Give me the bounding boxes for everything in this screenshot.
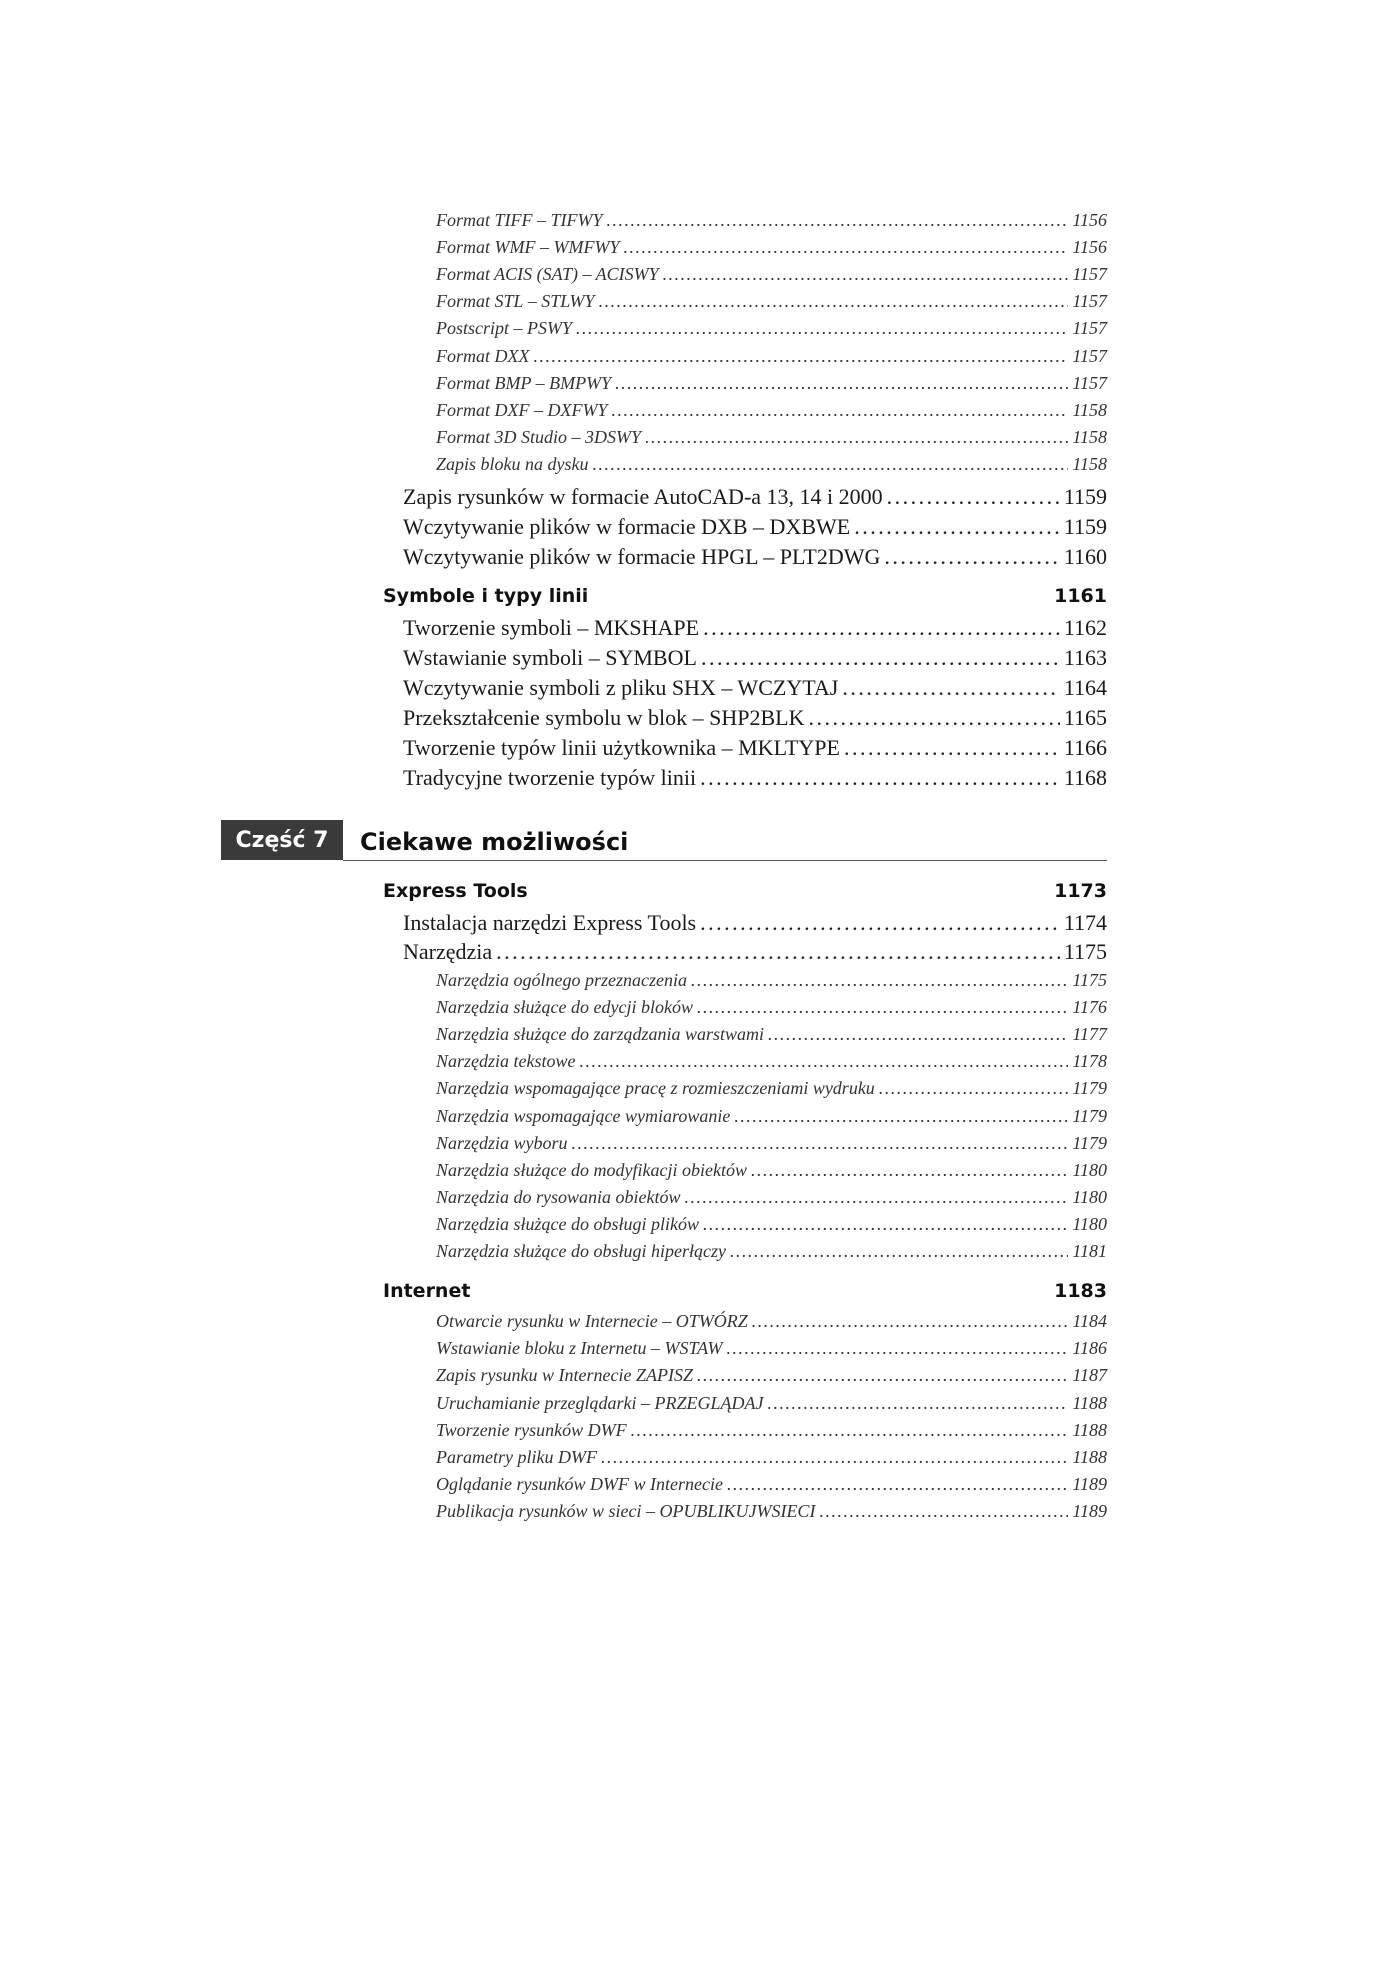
- entry-title: Publikacja rysunków w sieci – OPUBLIKUJWSIECI: [436, 1501, 816, 1522]
- entry-title: Format WMF – WMFWY: [436, 237, 620, 258]
- entry-page-number: 1165: [1063, 705, 1107, 730]
- entry-title: Format 3D Studio – 3DSWY: [436, 426, 642, 447]
- section-title: Express Tools: [383, 880, 528, 902]
- toc-entry: [436, 1447, 1107, 1473]
- part-title: Ciekawe możliwości: [360, 828, 629, 856]
- entry-page-number: 1189: [1072, 1474, 1107, 1495]
- entry-title: Narzędzia wspomagające pracę z rozmieszczeniami wydruku: [436, 1078, 875, 1099]
- entry-title: Wczytywanie symboli z pliku SHX – WCZYTAJ: [403, 675, 839, 700]
- dot-leader: [700, 910, 1060, 936]
- section-express-heading: [383, 880, 1107, 910]
- entry-title: Instalacja narzędzi Express Tools: [403, 910, 697, 935]
- section-page: 1173: [1054, 880, 1107, 902]
- dot-leader: [808, 705, 1059, 731]
- dot-leader: [703, 615, 1060, 641]
- entry-title: Narzędzia tekstowe: [436, 1051, 576, 1072]
- dot-leader: [593, 454, 1069, 475]
- dot-leader: [727, 1474, 1068, 1495]
- entry-page-number: 1166: [1063, 735, 1107, 760]
- entry-page-number: 1157: [1072, 264, 1107, 285]
- entry-title: Narzędzia służące do edycji bloków: [436, 997, 693, 1018]
- dot-leader: [751, 1160, 1068, 1181]
- toc-entry: [436, 237, 1107, 263]
- entry-page-number: 1188: [1072, 1392, 1107, 1413]
- entry-title: Format TIFF – TIFWY: [436, 210, 603, 230]
- entry-title: Parametry pliku DWF: [436, 1447, 597, 1467]
- toc-entry: [436, 997, 1107, 1023]
- entry-title: Narzędzia wspomagające wymiarowanie: [436, 1105, 731, 1126]
- toc-entry: [436, 1474, 1107, 1500]
- section-symbols-heading: [383, 585, 1107, 615]
- entry-page-number: 1157: [1072, 372, 1107, 393]
- toc-entry: [403, 735, 1107, 765]
- dot-leader: [697, 997, 1068, 1018]
- dot-leader: [697, 1365, 1068, 1386]
- toc-entry: [436, 1078, 1107, 1104]
- entry-title: Otwarcie rysunku w Internecie – OTWÓRZ: [436, 1311, 748, 1331]
- entry-page-number: 1158: [1072, 453, 1107, 474]
- entry-title: Tworzenie typów linii użytkownika – MKLTYPE: [403, 735, 840, 760]
- entry-page-number: 1156: [1072, 237, 1107, 258]
- entry-page-number: 1184: [1072, 1311, 1107, 1331]
- entry-page-number: 1188: [1072, 1419, 1107, 1440]
- entry-page-number: 1158: [1072, 399, 1107, 420]
- entry-title: Narzędzia służące do obsługi plików: [436, 1213, 700, 1234]
- toc-entry: [403, 910, 1107, 940]
- entry-page-number: 1159: [1063, 484, 1107, 509]
- dot-leader: [601, 1447, 1068, 1468]
- entry-page-number: 1180: [1072, 1213, 1107, 1234]
- entry-page-number: 1163: [1063, 645, 1107, 670]
- entry-title: Narzędzia wyboru: [436, 1132, 568, 1153]
- dot-leader: [607, 210, 1069, 231]
- entry-page-number: 1175: [1072, 970, 1107, 990]
- dot-leader: [615, 373, 1068, 394]
- toc-entry: [403, 645, 1107, 675]
- dot-leader: [645, 427, 1068, 448]
- entry-title: Tworzenie symboli – MKSHAPE: [403, 615, 700, 640]
- entry-page-number: 1176: [1072, 997, 1107, 1018]
- entry-title: Wczytywanie plików w formacie HPGL – PLT2DWG: [403, 544, 881, 569]
- toc-entry: [436, 1420, 1107, 1446]
- entry-title: Uruchamianie przeglądarki – PRZEGLĄDAJ: [436, 1392, 764, 1413]
- entry-page-number: 1174: [1063, 910, 1107, 935]
- dot-leader: [631, 1420, 1069, 1441]
- dot-leader: [572, 1133, 1069, 1154]
- section-page: 1161: [1054, 585, 1107, 607]
- entry-page-number: 1157: [1072, 291, 1107, 312]
- entry-title: Zapis rysunków w formacie AutoCAD-a 13, 14 i 2000: [403, 484, 883, 509]
- entry-title: Wstawianie symboli – SYMBOL: [403, 645, 697, 670]
- dot-leader: [879, 1078, 1069, 1099]
- section-title: Internet: [383, 1280, 471, 1302]
- entry-page-number: 1158: [1072, 426, 1107, 447]
- part-label-box: [221, 820, 343, 860]
- entry-page-number: 1188: [1072, 1447, 1107, 1467]
- entry-page-number: 1179: [1072, 1078, 1107, 1099]
- toc-entry: [436, 210, 1107, 236]
- dot-leader: [726, 1338, 1068, 1359]
- entry-title: Oglądanie rysunków DWF w Internecie: [436, 1474, 723, 1495]
- toc-entry: [436, 1051, 1107, 1077]
- toc-entry: [436, 970, 1107, 996]
- entry-page-number: 1156: [1072, 210, 1107, 230]
- toc-entry: [436, 291, 1107, 317]
- entry-title: Format BMP – BMPWY: [436, 372, 612, 393]
- entry-page-number: 1179: [1072, 1132, 1107, 1153]
- entry-title: Format ACIS (SAT) – ACISWY: [436, 264, 659, 285]
- toc-entry: [436, 1393, 1107, 1419]
- toc-entry: [436, 346, 1107, 372]
- toc-entry: [436, 1338, 1107, 1364]
- dot-leader: [768, 1024, 1068, 1045]
- entry-title: Narzędzia służące do modyfikacji obiektów: [436, 1159, 747, 1180]
- toc-entry: [436, 454, 1107, 480]
- toc-entry: [436, 318, 1107, 344]
- toc-entry: [436, 373, 1107, 399]
- section-page: 1183: [1054, 1280, 1107, 1302]
- dot-leader: [576, 318, 1068, 339]
- toc-entry: [403, 705, 1107, 735]
- entry-title: Przekształcenie symbolu w blok – SHP2BLK: [403, 705, 805, 730]
- toc-entry: [436, 264, 1107, 290]
- entry-title: Zapis rysunku w Internecie ZAPISZ: [436, 1365, 693, 1386]
- part-label: Część 7: [235, 827, 329, 853]
- dot-leader: [623, 237, 1068, 258]
- dot-leader: [844, 735, 1060, 761]
- toc-entry: [436, 1024, 1107, 1050]
- toc-entry: [436, 1501, 1107, 1527]
- dot-leader: [854, 514, 1060, 540]
- entry-page-number: 1164: [1063, 675, 1107, 700]
- toc-entry: [436, 1187, 1107, 1213]
- toc-entry: [403, 514, 1107, 544]
- dot-leader: [752, 1311, 1069, 1332]
- entry-page-number: 1189: [1072, 1501, 1107, 1522]
- entry-page-number: 1157: [1072, 318, 1107, 339]
- entry-page-number: 1160: [1063, 544, 1107, 569]
- section-internet-heading: [383, 1280, 1107, 1310]
- dot-leader: [701, 645, 1060, 671]
- toc-entry: [436, 1133, 1107, 1159]
- dot-leader: [691, 970, 1068, 991]
- dot-leader: [685, 1187, 1069, 1208]
- dot-leader: [819, 1501, 1068, 1522]
- toc-entry: [403, 544, 1107, 574]
- toc-entry: [436, 1214, 1107, 1240]
- entry-page-number: 1162: [1063, 615, 1107, 640]
- entry-title: Zapis bloku na dysku: [436, 453, 589, 474]
- toc-entry: [436, 1311, 1107, 1337]
- entry-page-number: 1157: [1072, 345, 1107, 366]
- dot-leader: [700, 765, 1060, 791]
- toc-entry: [436, 1241, 1107, 1267]
- entry-page-number: 1179: [1072, 1105, 1107, 1126]
- entry-page-number: 1181: [1072, 1241, 1107, 1261]
- toc-entry: [403, 765, 1107, 795]
- dot-leader: [767, 1393, 1068, 1414]
- dot-leader: [599, 291, 1069, 312]
- entry-page-number: 1175: [1063, 939, 1107, 964]
- entry-title: Format DXF – DXFWY: [436, 399, 608, 420]
- entry-title: Format DXX: [436, 345, 530, 366]
- entry-page-number: 1180: [1072, 1159, 1107, 1180]
- dot-leader: [611, 400, 1068, 421]
- dot-leader: [496, 939, 1060, 965]
- dot-leader: [842, 675, 1059, 701]
- part-divider: [343, 860, 1107, 861]
- toc-entry: [436, 1106, 1107, 1132]
- toc-entry: [436, 1160, 1107, 1186]
- dot-leader: [703, 1214, 1068, 1235]
- dot-leader: [734, 1106, 1068, 1127]
- dot-leader: [580, 1051, 1069, 1072]
- entry-title: Narzędzia ogólnego przeznaczenia: [436, 970, 687, 990]
- entry-title: Narzędzia służące do obsługi hiperłączy: [436, 1241, 726, 1261]
- section-title: Symbole i typy linii: [383, 585, 589, 607]
- toc-entry: [403, 675, 1107, 705]
- entry-title: Narzędzia służące do zarządzania warstwami: [436, 1024, 765, 1045]
- entry-title: Wstawianie bloku z Internetu – WSTAW: [436, 1338, 723, 1359]
- entry-title: Postscript – PSWY: [436, 318, 573, 339]
- entry-title: Narzędzia do rysowania obiektów: [436, 1186, 681, 1207]
- entry-page-number: 1177: [1072, 1024, 1107, 1045]
- entry-page-number: 1168: [1063, 765, 1107, 790]
- entry-page-number: 1187: [1072, 1365, 1107, 1386]
- dot-leader: [534, 346, 1069, 367]
- dot-leader: [887, 484, 1060, 510]
- toc-entry: [436, 400, 1107, 426]
- toc-entry: [403, 615, 1107, 645]
- toc-entry: [436, 1365, 1107, 1391]
- entry-page-number: 1180: [1072, 1186, 1107, 1207]
- entry-title: Narzędzia: [403, 939, 493, 964]
- entry-title: Wczytywanie plików w formacie DXB – DXBWE: [403, 514, 851, 539]
- entry-title: Tradycyjne tworzenie typów linii: [403, 765, 697, 790]
- entry-page-number: 1186: [1072, 1338, 1107, 1359]
- entry-title: Format STL – STLWY: [436, 291, 595, 312]
- entry-page-number: 1159: [1063, 514, 1107, 539]
- dot-leader: [884, 544, 1059, 570]
- toc-entry: [436, 427, 1107, 453]
- entry-page-number: 1178: [1072, 1051, 1107, 1072]
- toc-entry: [403, 484, 1107, 514]
- entry-title: Tworzenie rysunków DWF: [436, 1419, 627, 1440]
- dot-leader: [730, 1241, 1068, 1262]
- dot-leader: [663, 264, 1069, 285]
- toc-entry: [403, 939, 1107, 969]
